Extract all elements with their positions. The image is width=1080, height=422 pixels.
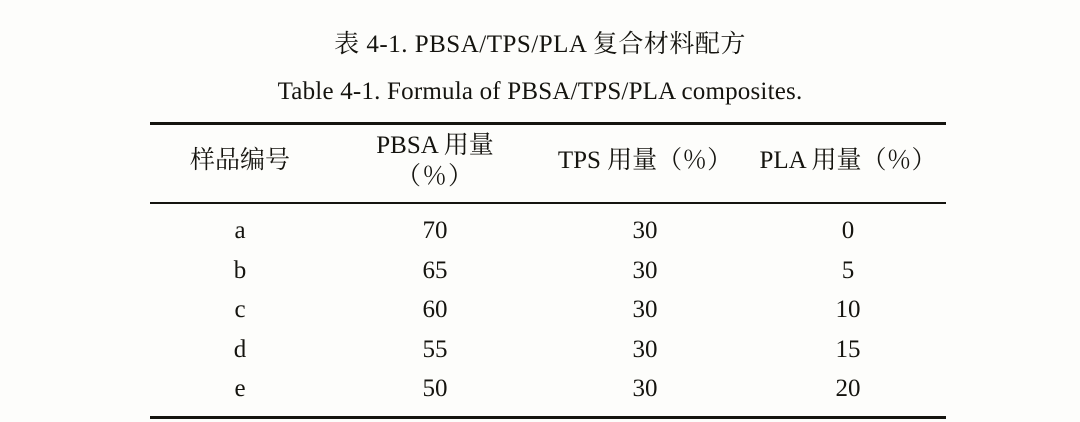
table-row [150, 369, 946, 417]
column-header-sample-id [150, 124, 330, 204]
table-row [150, 330, 946, 370]
cell-sample: d [233, 335, 247, 363]
cell-tps: 30 [632, 217, 658, 244]
column-header-pla-line1: PLA 用量（％） [759, 147, 937, 175]
cell-tps: 30 [632, 375, 658, 402]
cell-tps: 30 [632, 296, 658, 323]
cell-sample: a [234, 217, 246, 244]
table-header [150, 124, 946, 204]
table-caption-english: Table 4-1. Formula of PBSA/TPS/PLA composites. [277, 78, 803, 105]
cell-sample: c [234, 296, 246, 323]
table-row [150, 251, 946, 291]
cell-pbsa: 50 [422, 375, 448, 402]
cell-sample: e [234, 375, 246, 402]
column-header-pbsa-line2: （％） [395, 162, 474, 190]
table-header-row [150, 124, 946, 204]
cell-pbsa: 55 [422, 335, 448, 363]
column-header-pbsa-line1: PBSA 用量 [376, 132, 494, 159]
table-row [150, 290, 946, 330]
formula-table-container [150, 122, 946, 419]
cell-tps: 30 [632, 335, 658, 363]
column-header-tps-line1: TPS 用量（％） [557, 147, 733, 175]
cell-sample: b [233, 256, 247, 284]
table-caption-chinese: 表 4-1. PBSA/TPS/PLA 复合材料配方 [334, 31, 746, 58]
cell-pbsa: 65 [422, 256, 448, 284]
cell-pla: 0 [841, 217, 855, 244]
table-row [150, 203, 946, 251]
column-header-sample-id-line1: 样品编号 [189, 147, 290, 175]
column-header-pbsa [330, 124, 540, 204]
column-header-tps [540, 124, 750, 204]
cell-tps: 30 [632, 256, 658, 284]
cell-pbsa: 60 [422, 296, 448, 323]
cell-pla: 15 [835, 335, 861, 363]
column-header-pla [750, 124, 946, 204]
table-body [150, 203, 946, 417]
cell-pla: 5 [841, 256, 855, 284]
cell-pla: 10 [835, 296, 861, 323]
cell-pla: 20 [835, 375, 861, 402]
cell-pbsa: 70 [422, 217, 448, 244]
page-top-cropped-text [0, 0, 1080, 12]
formula-table [150, 122, 946, 419]
